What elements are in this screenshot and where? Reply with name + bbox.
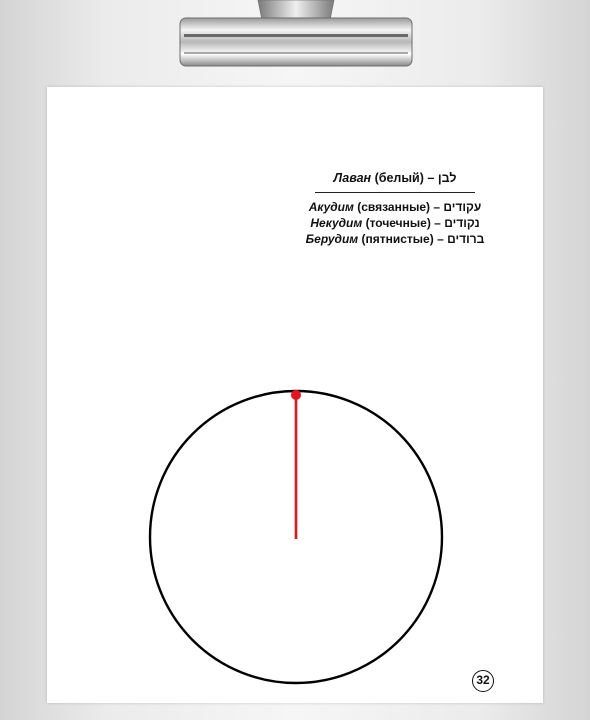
- top-point: [291, 390, 301, 400]
- legend-item-hebrew: ברודים: [447, 232, 485, 246]
- legend-title-italic: Лаван: [333, 171, 372, 185]
- legend-item-hebrew: עקודים: [443, 200, 482, 214]
- legend-item-sep: –: [437, 232, 444, 246]
- legend-item-italic: Некудим: [310, 216, 363, 230]
- legend-item-italic: Берудим: [305, 232, 359, 246]
- legend-item-plain: (пятнистые): [361, 232, 434, 246]
- legend-item-sep: –: [433, 200, 441, 214]
- legend-item-italic: Акудим: [308, 200, 354, 214]
- legend-item-sep: –: [434, 216, 441, 230]
- legend-item-plain: (связанные): [357, 200, 431, 214]
- legend-title-sep: –: [427, 171, 435, 185]
- legend-title-hebrew: לבן: [437, 171, 457, 185]
- legend-title-plain: (белый): [374, 171, 424, 185]
- page-number: 32: [472, 670, 494, 692]
- legend-item-plain: (точечные): [365, 216, 431, 230]
- legend-item-hebrew: נקודים: [444, 216, 480, 230]
